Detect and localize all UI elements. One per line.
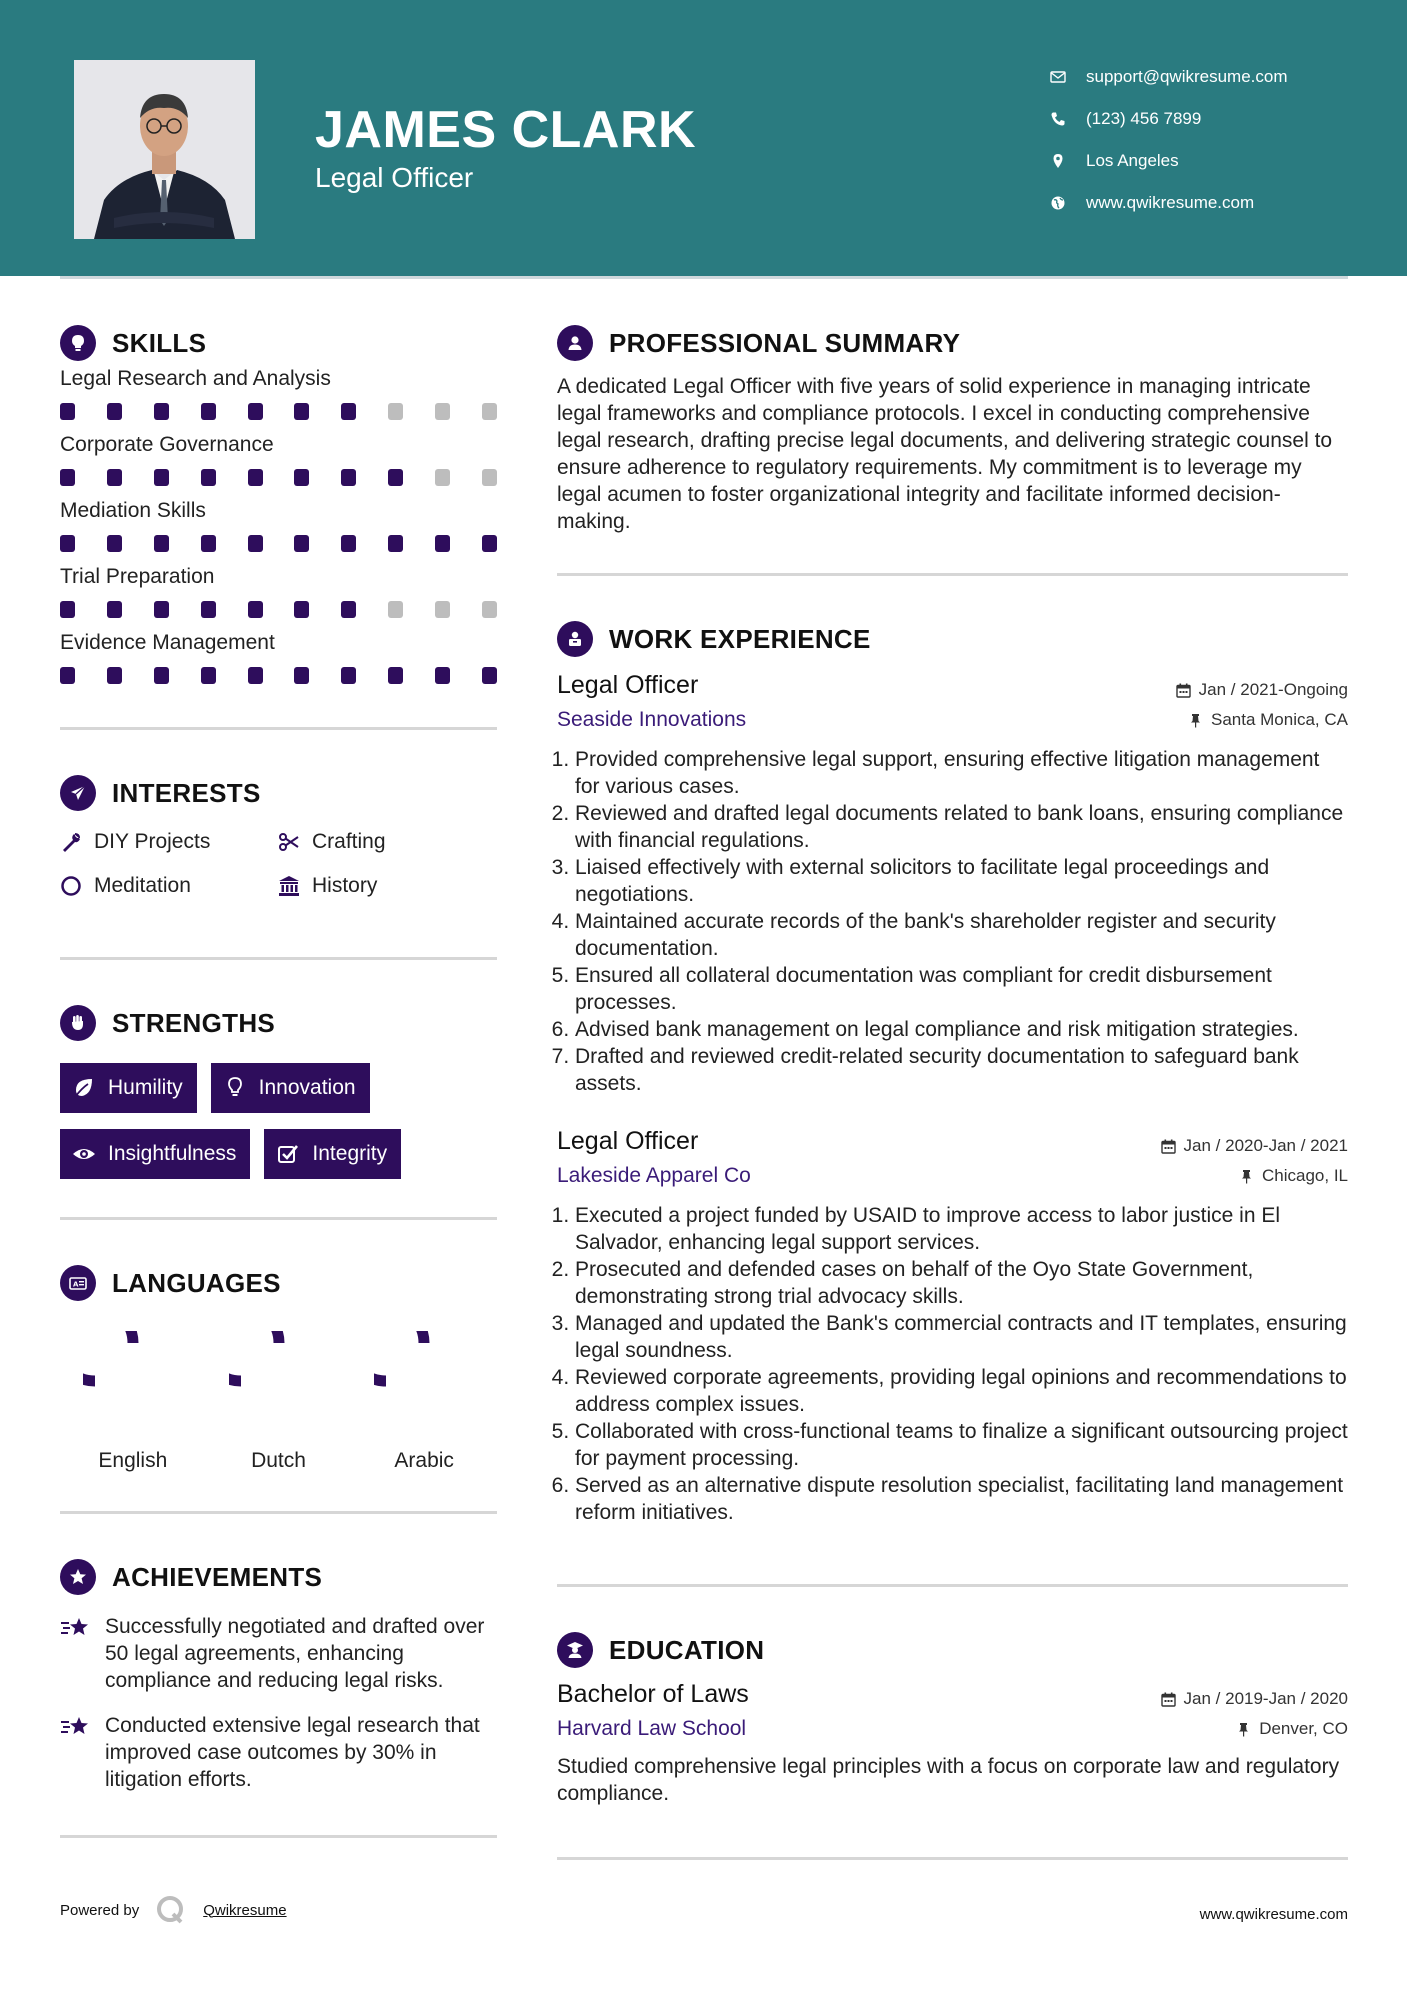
company-name: Lakeside Apparel Co: [557, 1164, 751, 1187]
duty-item: 2. Prosecuted and defended cases on behalf of the Oyo State Government, demonstrating strong trial advocacy skills.: [575, 1256, 1348, 1310]
degree-name: Bachelor of Laws: [557, 1680, 749, 1708]
rating-dot-filled: [201, 601, 216, 618]
rating-dot-filled: [201, 535, 216, 552]
rating-dot-empty: [388, 403, 403, 420]
skill-rating: [60, 469, 497, 487]
shooting-star-icon: [60, 1712, 105, 1793]
graduate-icon: [557, 1632, 593, 1668]
rating-dot-filled: [341, 535, 356, 552]
education-title: EDUCATION: [609, 1634, 765, 1665]
rating-dot-filled: [154, 403, 169, 420]
rating-dot-filled: [107, 601, 122, 618]
section-divider: [557, 1857, 1348, 1860]
globe-icon: [1050, 195, 1086, 211]
rating-dot-empty: [388, 601, 403, 618]
strength-label: Insightfulness: [108, 1142, 237, 1165]
lightbulb-icon: [223, 1076, 259, 1100]
interest-label: Crafting: [312, 830, 386, 853]
duty-item: 2. Reviewed and drafted legal documents related to bank loans, ensuring compliance with financial regulations.: [575, 800, 1348, 854]
strength-tag: [60, 1129, 250, 1179]
achievement-text: Conducted extensive legal research that improved case outcomes by 30% in litigation efforts.: [105, 1714, 480, 1791]
duty-item: 6. Advised bank management on legal compliance and risk mitigation strategies.: [575, 1016, 1348, 1043]
language-gauge: [374, 1331, 474, 1431]
language-name: Arabic: [394, 1449, 454, 1472]
strengths-title: STRENGTHS: [112, 1007, 276, 1038]
rating-dot-filled: [248, 667, 263, 684]
skill-rating: [60, 667, 497, 685]
duty-item: 3. Liaised effectively with external solicitors to facilitate legal proceedings and negotiations.: [575, 854, 1348, 908]
user-icon: [557, 325, 593, 361]
pushpin-icon: [1236, 1722, 1259, 1737]
experience-heading: [557, 621, 1348, 657]
candidate-role: Legal Officer: [315, 162, 474, 193]
rating-dot-empty: [435, 469, 450, 486]
rating-dot-filled: [248, 403, 263, 420]
duty-list: [557, 1202, 1348, 1526]
scissors-icon: [278, 831, 312, 853]
interests-heading: [60, 775, 497, 811]
duty-item: 3. Managed and updated the Bank's commercial contracts and IT templates, ensuring legal soundness.: [575, 1310, 1348, 1364]
rating-dot-filled: [294, 667, 309, 684]
contact-location: [1050, 140, 1288, 182]
rating-dot-filled: [435, 535, 450, 552]
contact-phone-text: (123) 456 7899: [1086, 109, 1202, 128]
calendar-icon: [1176, 683, 1199, 698]
phone-icon: [1050, 111, 1086, 127]
rating-dot-filled: [60, 469, 75, 486]
skill-rating: [60, 601, 497, 619]
achievements-heading: [60, 1559, 497, 1595]
footer-url[interactable]: www.qwikresume.com: [1199, 1906, 1348, 1923]
duty-item: 5. Collaborated with cross-functional teams to finalize a significant outsourcing project for payment processing.: [575, 1418, 1348, 1472]
footer-powered-by: [60, 1894, 287, 1926]
interests-list: [60, 829, 497, 899]
rating-dot-filled: [294, 469, 309, 486]
language-item: [351, 1331, 497, 1473]
interest-label: History: [312, 874, 378, 897]
job-date: [1161, 1136, 1348, 1156]
education-date: [1161, 1689, 1348, 1709]
education-location-text: Denver, CO: [1259, 1719, 1348, 1738]
rating-dot-empty: [435, 403, 450, 420]
rating-dot-filled: [201, 667, 216, 684]
svg-text:A: A: [73, 1280, 79, 1289]
summary-text: A dedicated Legal Officer with five years of solid experience in managing intricate legal frameworks and compliance protocols. I excel in conducting comprehensive legal research, drafting precise legal documents, and delivering strategic counsel to ensure adherence to regulatory requirements. My commitment is to leverage my legal acumen to foster organizational integrity and facilitate informed decision-making.: [557, 375, 1333, 533]
duty-item: 4. Maintained accurate records of the bank's shareholder register and security documentation.: [575, 908, 1348, 962]
job-location-text: Chicago, IL: [1262, 1166, 1348, 1185]
pushpin-icon: [1188, 713, 1211, 728]
interest-item: [278, 873, 496, 899]
skills-title: SKILLS: [112, 327, 207, 358]
strengths-list: [60, 1063, 497, 1179]
job-title: Legal Officer: [557, 1127, 699, 1155]
envelope-icon: [1050, 69, 1086, 85]
section-divider: [60, 1511, 497, 1514]
section-divider: [557, 573, 1348, 576]
rating-dot-filled: [107, 469, 122, 486]
rating-dot-empty: [482, 403, 497, 420]
language-card-icon: [60, 1265, 96, 1301]
interest-item: [278, 829, 496, 855]
resume-header: [0, 0, 1407, 276]
duty-item: 1. Executed a project funded by USAID to improve access to labor justice in El Salvador, enhancing legal support services.: [575, 1202, 1348, 1256]
achievement-item: [60, 1712, 497, 1793]
header-divider: [60, 276, 1348, 279]
education-date-text: Jan / 2019-Jan / 2020: [1183, 1689, 1348, 1708]
job-date: [1176, 680, 1348, 700]
education-entry: [557, 1680, 1348, 1807]
strength-label: Humility: [108, 1076, 183, 1099]
rating-dot-filled: [341, 601, 356, 618]
interest-item: [60, 829, 278, 855]
experience-title: WORK EXPERIENCE: [609, 623, 871, 654]
rating-dot-filled: [154, 469, 169, 486]
contact-location-text: Los Angeles: [1086, 151, 1179, 170]
languages-title: LANGUAGES: [112, 1267, 281, 1298]
rating-dot-filled: [388, 667, 403, 684]
rating-dot-filled: [60, 535, 75, 552]
powered-by-label: Powered by: [60, 1901, 140, 1919]
rating-dot-filled: [154, 667, 169, 684]
company-name: Seaside Innovations: [557, 708, 747, 731]
left-column: [60, 325, 497, 1838]
language-level-arc: [229, 1331, 279, 1381]
rating-dot-filled: [60, 403, 75, 420]
language-name: English: [98, 1449, 168, 1472]
lightbulb-icon: [60, 325, 96, 361]
rating-dot-filled: [341, 403, 356, 420]
section-divider: [557, 1584, 1348, 1587]
pushpin-icon: [1239, 1169, 1262, 1184]
shooting-star-icon: [60, 1613, 105, 1694]
rating-dot-empty: [435, 601, 450, 618]
rating-dot-filled: [154, 535, 169, 552]
circle-icon: [60, 875, 94, 897]
eye-icon: [72, 1142, 108, 1166]
language-item: [60, 1331, 206, 1473]
section-divider: [60, 1835, 497, 1838]
museum-icon: [278, 875, 312, 897]
duty-item: 5. Ensured all collateral documentation was compliant for credit disbursement processes.: [575, 962, 1348, 1016]
language-level-arc: [83, 1331, 133, 1381]
language-level-arc: [374, 1331, 424, 1381]
languages-list: [60, 1331, 497, 1473]
rating-dot-filled: [248, 469, 263, 486]
job-location: [1239, 1166, 1348, 1186]
contact-website-text: www.qwikresume.com: [1086, 193, 1255, 212]
rating-dot-filled: [341, 469, 356, 486]
contact-website[interactable]: [1050, 182, 1288, 224]
rating-dot-filled: [60, 667, 75, 684]
contact-email-text: support@qwikresume.com: [1086, 67, 1288, 86]
section-divider: [60, 1217, 497, 1220]
rating-dot-empty: [482, 601, 497, 618]
interests-title: INTERESTS: [112, 777, 261, 808]
skill-name: Evidence Management: [60, 631, 275, 654]
star-badge-icon: [60, 1559, 96, 1595]
rating-dot-filled: [294, 535, 309, 552]
rating-dot-filled: [388, 535, 403, 552]
strength-label: Innovation: [258, 1076, 356, 1099]
education-description: Studied comprehensive legal principles with a focus on corporate law and regulatory compliance.: [557, 1755, 1340, 1805]
rating-dot-filled: [107, 535, 122, 552]
rating-dot-filled: [201, 403, 216, 420]
summary-title: PROFESSIONAL SUMMARY: [609, 327, 961, 358]
job-date-text: Jan / 2021-Ongoing: [1198, 680, 1348, 699]
language-gauge: [83, 1331, 183, 1431]
achievement-item: [60, 1613, 497, 1694]
strength-tag: [264, 1129, 401, 1179]
right-column: [557, 325, 1348, 1860]
rating-dot-filled: [388, 469, 403, 486]
paper-plane-icon: [60, 775, 96, 811]
raised-fist-icon: [60, 1005, 96, 1041]
skills-list: [60, 367, 497, 685]
job-entry: [557, 671, 1348, 1097]
skill-name: Mediation Skills: [60, 499, 206, 522]
languages-heading: [60, 1265, 497, 1301]
duty-item: 7. Drafted and reviewed credit-related security documentation to safeguard bank assets.: [575, 1043, 1348, 1097]
candidate-name: JAMES CLARK: [315, 101, 697, 159]
summary-heading: [557, 325, 1348, 361]
skill-rating: [60, 403, 497, 421]
skill-name: Corporate Governance: [60, 433, 274, 456]
rating-dot-filled: [248, 601, 263, 618]
wrench-icon: [60, 831, 94, 853]
leaf-icon: [72, 1076, 108, 1100]
job-title: Legal Officer: [557, 671, 699, 699]
duty-list: [557, 746, 1348, 1097]
rating-dot-filled: [154, 601, 169, 618]
skills-heading: [60, 325, 497, 361]
school-name: Harvard Law School: [557, 1717, 747, 1740]
qwikresume-logo-icon: [155, 1894, 187, 1926]
rating-dot-filled: [201, 469, 216, 486]
rating-dot-filled: [107, 403, 122, 420]
rating-dot-filled: [482, 535, 497, 552]
checkbox-icon: [276, 1142, 312, 1166]
skill-rating: [60, 535, 497, 553]
language-item: [206, 1331, 352, 1473]
language-gauge: [229, 1331, 329, 1431]
education-heading: [557, 1632, 1348, 1668]
calendar-icon: [1161, 1692, 1184, 1707]
job-location: [1188, 710, 1348, 730]
strengths-heading: [60, 1005, 497, 1041]
interest-item: [60, 873, 278, 899]
contact-email[interactable]: [1050, 56, 1288, 98]
rating-dot-filled: [341, 667, 356, 684]
strength-tag: [211, 1063, 370, 1113]
section-divider: [60, 727, 497, 730]
contact-phone[interactable]: [1050, 98, 1288, 140]
skill-name: Trial Preparation: [60, 565, 215, 588]
job-date-text: Jan / 2020-Jan / 2021: [1183, 1136, 1348, 1155]
rating-dot-filled: [248, 535, 263, 552]
job-entry: [557, 1127, 1348, 1526]
rating-dot-filled: [482, 667, 497, 684]
calendar-icon: [1161, 1139, 1184, 1154]
language-name: Dutch: [251, 1449, 306, 1472]
strength-tag: [60, 1063, 197, 1113]
rating-dot-filled: [294, 403, 309, 420]
rating-dot-empty: [482, 469, 497, 486]
qwikresume-link[interactable]: Qwikresume: [203, 1901, 287, 1919]
rating-dot-filled: [435, 667, 450, 684]
briefcase-user-icon: [557, 621, 593, 657]
duty-item: 4. Reviewed corporate agreements, providing legal opinions and recommendations to address complex issues.: [575, 1364, 1348, 1418]
achievements-title: ACHIEVEMENTS: [112, 1561, 323, 1592]
interest-label: DIY Projects: [94, 830, 211, 853]
education-location: [1236, 1719, 1348, 1739]
skill-name: Legal Research and Analysis: [60, 367, 331, 390]
rating-dot-filled: [294, 601, 309, 618]
duty-item: 1. Provided comprehensive legal support, ensuring effective litigation management for various cases.: [575, 746, 1348, 800]
achievement-text: Successfully negotiated and drafted over 50 legal agreements, enhancing compliance and reducing legal risks.: [105, 1615, 485, 1692]
interest-label: Meditation: [94, 874, 191, 897]
job-location-text: Santa Monica, CA: [1210, 710, 1348, 729]
strength-label: Integrity: [312, 1142, 388, 1165]
profile-photo: [74, 60, 255, 239]
rating-dot-filled: [107, 667, 122, 684]
contact-list: [1050, 56, 1288, 224]
duty-item: 6. Served as an alternative dispute resolution specialist, facilitating land management reform initiatives.: [575, 1472, 1348, 1526]
section-divider: [60, 957, 497, 960]
map-pin-icon: [1050, 153, 1086, 169]
rating-dot-filled: [60, 601, 75, 618]
